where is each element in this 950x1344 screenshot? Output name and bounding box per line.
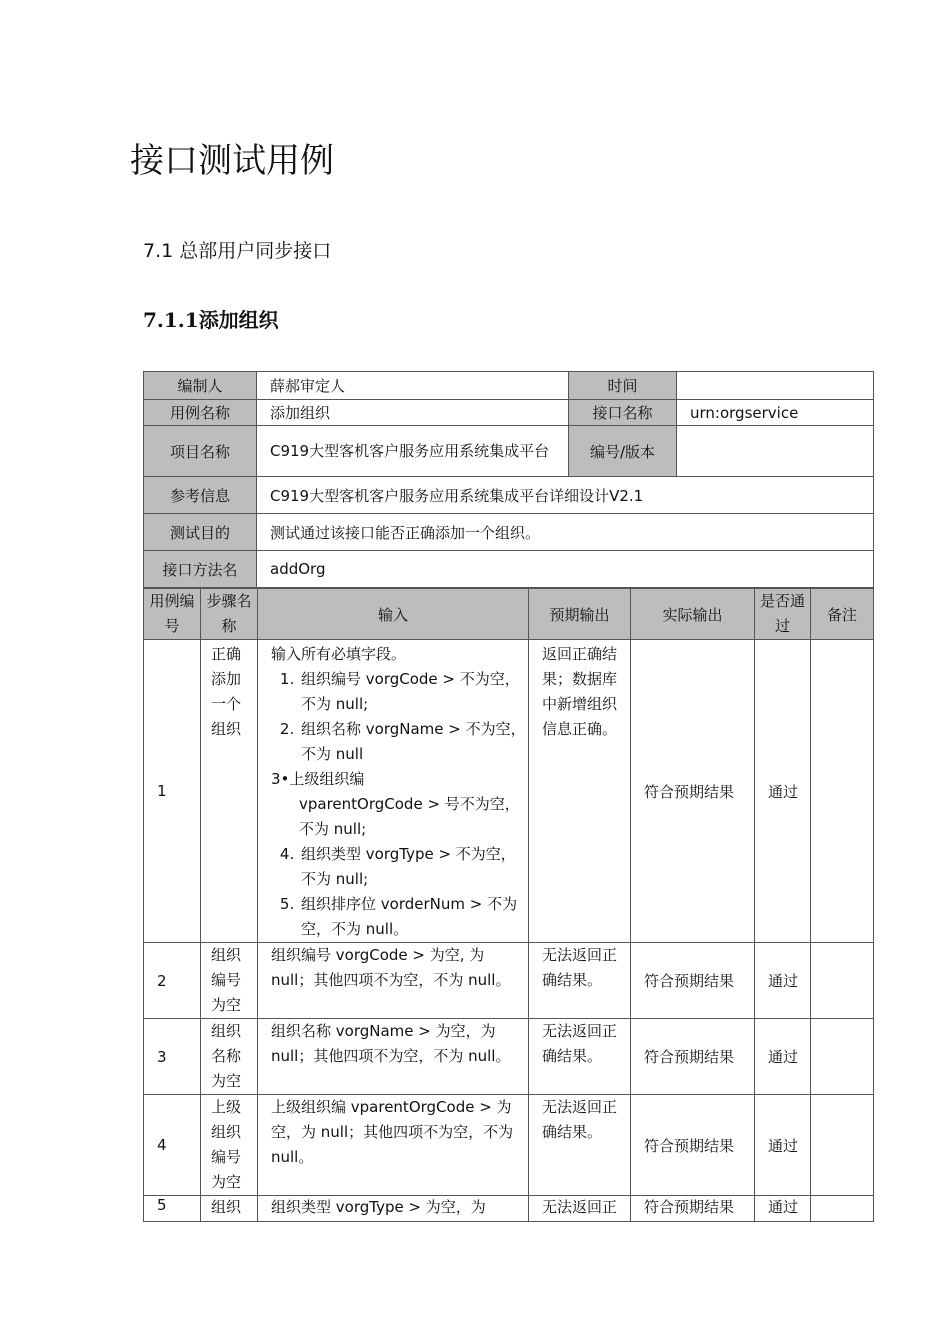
method-label: 接口方法名	[144, 551, 257, 588]
expected-output: 无法返回正确结果。	[529, 943, 631, 1019]
expected-output: 无法返回正确结果。	[529, 1095, 631, 1196]
case-note	[811, 640, 874, 943]
subsection-heading	[143, 304, 279, 333]
section-heading: 7.1 总部用户同步接口	[143, 240, 332, 262]
header-case-id: 用例编号	[144, 589, 201, 640]
step-name	[201, 1196, 258, 1222]
header-expected: 预期输出	[529, 589, 631, 640]
header-actual: 实际输出	[631, 589, 755, 640]
meta-row-reference	[144, 477, 874, 514]
table-row	[144, 1019, 874, 1095]
ref-value: C919大型客机客户服务应用系统集成平台详细设计V2.1	[257, 477, 874, 514]
ref-label: 参考信息	[144, 477, 257, 514]
actual-output: 符合预期结果	[631, 1095, 755, 1196]
header-note: 备注	[811, 589, 874, 640]
table-row	[144, 1196, 874, 1222]
input-list	[271, 667, 528, 767]
test-cases-table	[143, 588, 874, 1222]
step-name: 组织编号为空	[201, 943, 258, 1019]
list-item: 1. 组织编号 vorgCode > 不为空，不为 null;	[299, 667, 528, 717]
version-value	[677, 426, 874, 477]
meta-row-purpose	[144, 514, 874, 551]
pass-status: 通过	[755, 943, 811, 1019]
method-value: addOrg	[257, 551, 874, 588]
case-id: 3	[144, 1019, 201, 1095]
case-note	[811, 1196, 874, 1222]
author-value: 薛郝审定人	[257, 372, 569, 400]
case-id: 5	[144, 1196, 201, 1222]
case-input: 上级组织编 vparentOrgCode > 为空，为 null；其他四项不为空，不为 null。	[258, 1095, 529, 1196]
step-name: 正确添加一个组织	[201, 640, 258, 943]
step-name: 组织名称为空	[201, 1019, 258, 1095]
page-title: 接口测试用例	[130, 141, 334, 181]
input-item-3-body: vparentOrgCode > 号不为空，不为 null;	[299, 795, 520, 838]
case-id: 2	[144, 943, 201, 1019]
meta-row-case-name	[144, 400, 874, 426]
actual-output: 符合预期结果	[631, 640, 755, 943]
purpose-label: 测试目的	[144, 514, 257, 551]
list-item: 5. 组织排序位 vorderNum > 不为空，不为 null。	[299, 892, 528, 942]
header-step-name: 步骤名称	[201, 589, 258, 640]
table-row	[144, 943, 874, 1019]
step-name-text: 组织	[211, 1198, 242, 1216]
header-pass: 是否通过	[755, 589, 811, 640]
case-input: 组织名称 vorgName > 为空，为 null；其他四项不为空，不为 null。	[258, 1019, 529, 1095]
case-input	[258, 640, 529, 943]
meta-row-method	[144, 551, 874, 588]
project-label: 项目名称	[144, 426, 257, 477]
actual-output: 符合预期结果	[631, 943, 755, 1019]
expected-output-text: 无法返回正	[542, 1198, 618, 1216]
case-note	[811, 1095, 874, 1196]
author-label: 编制人	[144, 372, 257, 400]
pass-status: 通过	[755, 640, 811, 943]
interface-name-value: urn:orgservice	[677, 400, 874, 426]
actual-output: 符合预期结果	[631, 1196, 755, 1222]
expected-output: 无法返回正确结果。	[529, 1019, 631, 1095]
meta-row-author	[144, 372, 874, 400]
case-input	[258, 1196, 529, 1222]
input-list-tail	[271, 842, 528, 942]
expected-output: 返回正确结果；数据库中新增组织信息正确。	[529, 640, 631, 943]
case-note	[811, 1019, 874, 1095]
case-id: 1	[144, 640, 201, 943]
case-note	[811, 943, 874, 1019]
actual-output: 符合预期结果	[631, 1019, 755, 1095]
case-name-label: 用例名称	[144, 400, 257, 426]
input-item-3-head: 3•上级组织编	[271, 770, 365, 788]
input-intro: 输入所有必填字段。	[271, 645, 407, 663]
meta-row-project	[144, 426, 874, 477]
cases-header-row	[144, 589, 874, 640]
version-label: 编号/版本	[569, 426, 677, 477]
case-name-value: 添加组织	[257, 400, 569, 426]
time-value	[677, 372, 874, 400]
step-name: 上级组织编号为空	[201, 1095, 258, 1196]
case-input: 组织编号 vorgCode > 为空, 为 null；其他四项不为空，不为 null。	[258, 943, 529, 1019]
pass-status: 通过	[755, 1095, 811, 1196]
interface-name-label: 接口名称	[569, 400, 677, 426]
time-label: 时间	[569, 372, 677, 400]
list-item: 2. 组织名称 vorgName > 不为空，不为 null	[299, 717, 528, 767]
purpose-value: 测试通过该接口能否正确添加一个组织。	[257, 514, 874, 551]
subsection-number: 7.1.1	[143, 308, 199, 332]
subsection-title: 添加组织	[198, 308, 279, 332]
expected-output	[529, 1196, 631, 1222]
pass-status: 通过	[755, 1196, 811, 1222]
table-row	[144, 1095, 874, 1196]
header-input: 输入	[258, 589, 529, 640]
pass-status: 通过	[755, 1019, 811, 1095]
case-id: 4	[144, 1095, 201, 1196]
project-value: C919大型客机客户服务应用系统集成平台	[257, 426, 569, 477]
list-item: 4. 组织类型 vorgType > 不为空，不为 null;	[299, 842, 528, 892]
case-input-text: 组织类型 vorgType > 为空，为	[271, 1198, 486, 1216]
table-row	[144, 640, 874, 943]
test-meta-table	[143, 371, 874, 588]
